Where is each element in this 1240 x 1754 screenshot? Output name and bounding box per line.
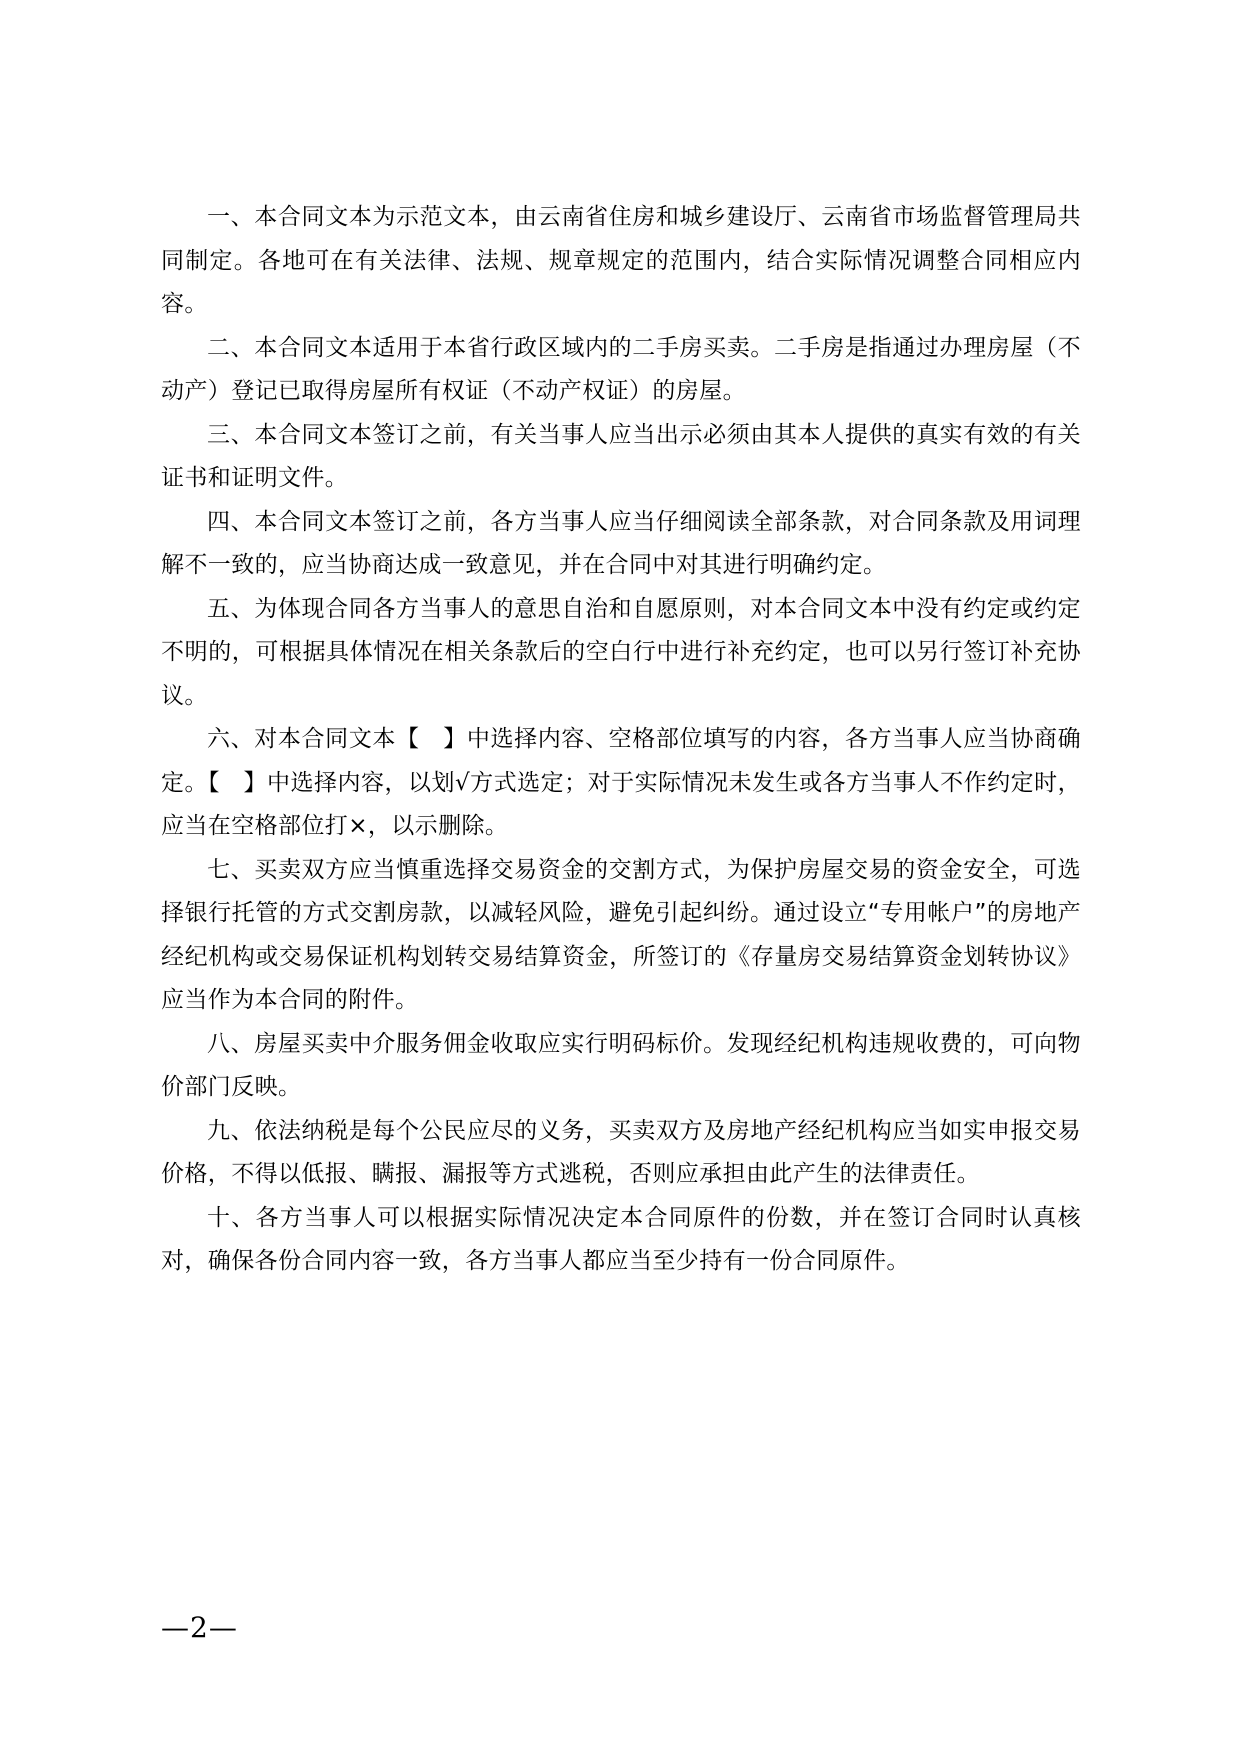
paragraph-6: 六、对本合同文本【 】中选择内容、空格部位填写的内容，各方当事人应当协商确定。【 】中选择内容，以划√方式选定；对于实际情况未发生或各方当事人不作约定时，应当在空格部位打×，以示删除。	[161, 726, 1081, 839]
paragraph-1: 一、本合同文本为示范文本，由云南省住房和城乡建设厅、云南省市场监督管理局共同制定。各地可在有关法律、法规、规章规定的范围内，结合实际情况调整合同相应内容。	[161, 204, 1081, 317]
paragraph-9: 九、依法纳税是每个公民应尽的义务，买卖双方及房地产经纪机构应当如实申报交易价格，不得以低报、瞒报、漏报等方式逃税，否则应承担由此产生的法律责任。	[161, 1117, 1081, 1187]
page-number: —2—	[161, 1611, 238, 1644]
paragraph-2: 二、本合同文本适用于本省行政区域内的二手房买卖。二手房是指通过办理房屋（不动产）登记已取得房屋所有权证（不动产权证）的房屋。	[161, 334, 1081, 404]
paragraph-3: 三、本合同文本签订之前，有关当事人应当出示必须由其本人提供的真实有效的有关证书和证明文件。	[161, 421, 1081, 491]
paragraph-8: 八、房屋买卖中介服务佣金收取应实行明码标价。发现经纪机构违规收费的，可向物价部门反映。	[161, 1030, 1081, 1100]
paragraph-5: 五、为体现合同各方当事人的意思自治和自愿原则，对本合同文本中没有约定或约定不明的，可根据具体情况在相关条款后的空白行中进行补充约定，也可以另行签订补充协议。	[161, 595, 1081, 709]
paragraph-10: 十、各方当事人可以根据实际情况决定本合同原件的份数，并在签订合同时认真核对，确保各份合同内容一致，各方当事人都应当至少持有一份合同原件。	[161, 1204, 1081, 1274]
paragraph-4: 四、本合同文本签订之前，各方当事人应当仔细阅读全部条款，对合同条款及用词理解不一致的，应当协商达成一致意见，并在合同中对其进行明确约定。	[161, 508, 1081, 578]
paragraph-7: 七、买卖双方应当慎重选择交易资金的交割方式，为保护房屋交易的资金安全，可选择银行托管的方式交割房款，以减轻风险，避免引起纠纷。通过设立“专用帐户”的房地产经纪机构或交易保证机构划转交易结算资金，所签订的《存量房交易结算资金划转协议》应当作为本合同的附件。	[161, 856, 1081, 1013]
instructions-body	[161, 196, 1081, 1284]
